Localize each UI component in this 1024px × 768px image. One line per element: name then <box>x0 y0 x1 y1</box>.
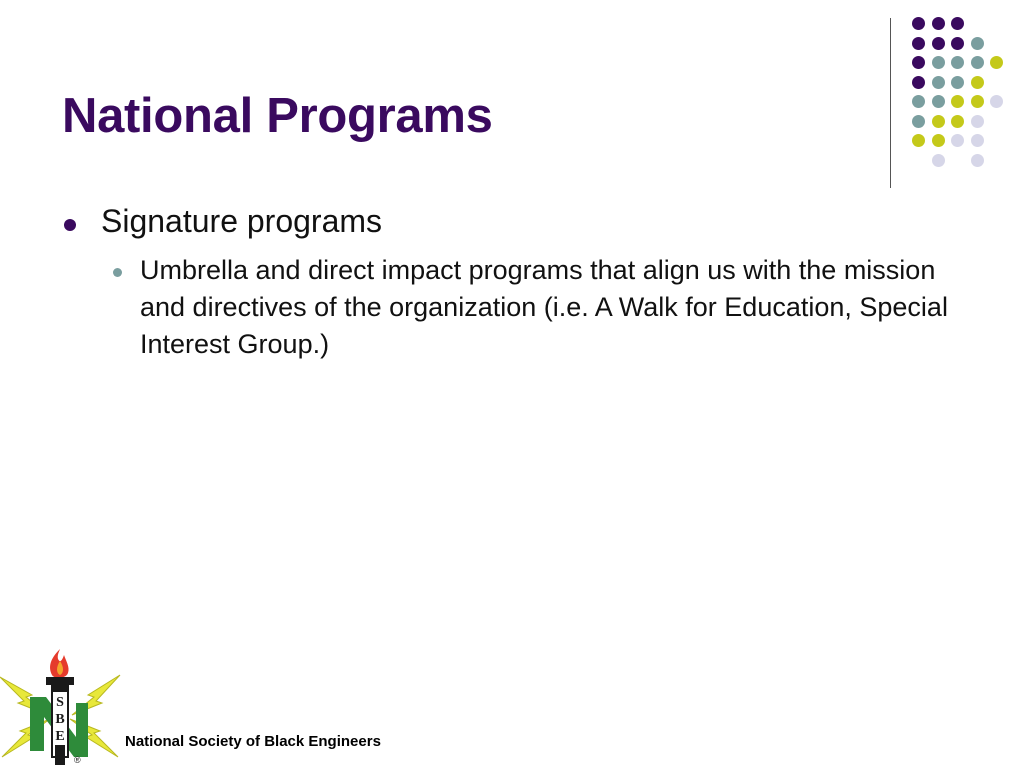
sub-bullet-icon <box>113 268 122 277</box>
decorative-dot <box>932 56 945 69</box>
decorative-dot <box>951 115 964 128</box>
decorative-dot <box>912 56 925 69</box>
decorative-dot <box>971 76 984 89</box>
decorative-dot <box>912 17 925 30</box>
decorative-dot <box>971 37 984 50</box>
decorative-dot <box>932 154 945 167</box>
nsbe-logo <box>0 645 122 768</box>
slide-title: National Programs <box>62 89 493 143</box>
logo-letter: S <box>56 695 64 710</box>
decorative-dot <box>951 17 964 30</box>
decorative-dot <box>912 115 925 128</box>
logo-letter: B <box>55 712 65 727</box>
decorative-dot <box>971 95 984 108</box>
decorative-dot <box>912 95 925 108</box>
bullet-icon <box>64 219 76 231</box>
decorative-dot <box>971 56 984 69</box>
decorative-dot <box>912 76 925 89</box>
bullet-text: Signature programs <box>101 203 383 239</box>
divider-line <box>890 18 891 188</box>
decorative-dot <box>932 95 945 108</box>
decorative-dot <box>971 134 984 147</box>
decorative-dot <box>932 76 945 89</box>
decorative-dot <box>971 154 984 167</box>
decorative-dot <box>971 115 984 128</box>
logo-letter: E <box>55 729 65 744</box>
decorative-dot <box>990 95 1003 108</box>
decorative-dot <box>951 56 964 69</box>
decorative-dot <box>990 56 1003 69</box>
decorative-dot <box>951 134 964 147</box>
decorative-dot <box>912 134 925 147</box>
registered-mark: ® <box>74 755 81 765</box>
decorative-dot <box>951 95 964 108</box>
decorative-dot <box>932 134 945 147</box>
organization-name: National Society of Black Engineers <box>125 733 381 750</box>
decorative-dot <box>951 76 964 89</box>
decorative-dot <box>912 37 925 50</box>
decorative-dot <box>932 115 945 128</box>
decorative-dot <box>932 17 945 30</box>
decorative-dot <box>951 37 964 50</box>
decorative-dot <box>932 37 945 50</box>
sub-bullet-text: Umbrella and direct impact programs that align us with the mission and directives of the organization (i.e. A Walk for Education, Special Interest Group.) <box>140 255 948 359</box>
